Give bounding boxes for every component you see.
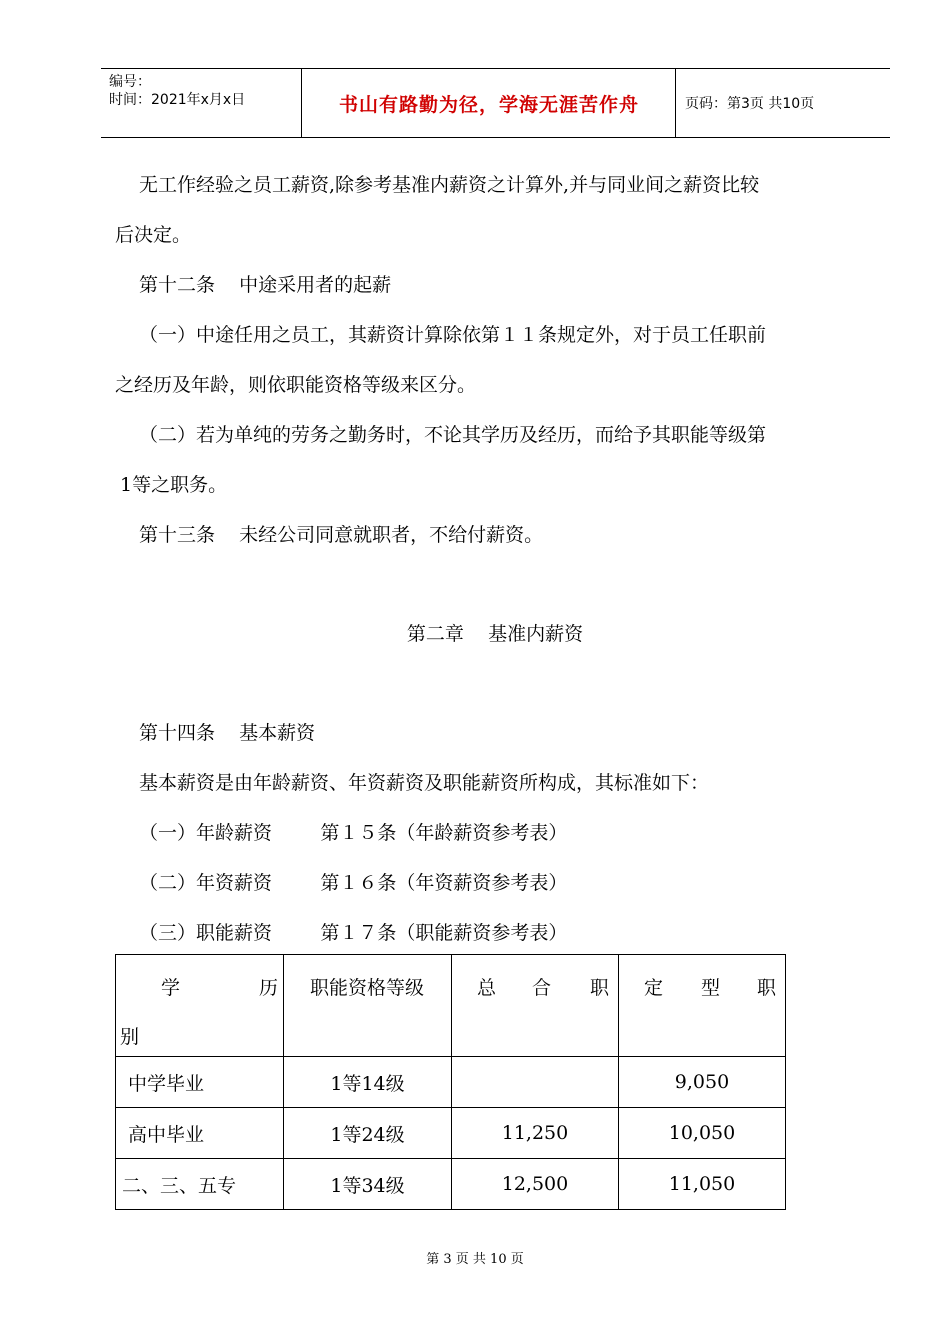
- cell-grade: 1等24级: [284, 1108, 452, 1159]
- header-divider: [675, 69, 676, 137]
- cell-education: 中学毕业: [116, 1057, 284, 1108]
- paragraph-line: 之经历及年龄，则依职能资格等级来区分。: [115, 374, 477, 396]
- header-text: 职: [590, 977, 610, 999]
- cell-comprehensive: 12,500: [452, 1159, 619, 1210]
- cell-fixed: 10,050: [619, 1108, 786, 1159]
- salary-table: [115, 954, 786, 1210]
- list-item: （一）年龄薪资 第１５条（年龄薪资参考表）: [139, 822, 568, 844]
- header-text: 学: [161, 977, 181, 999]
- header-text: 型: [701, 977, 721, 999]
- paragraph-line: 基本薪资是由年龄薪资、年资薪资及职能薪资所构成，其标准如下：: [139, 772, 710, 794]
- article-heading: 第十四条 基本薪资: [139, 722, 316, 744]
- document-number-label: 编号：: [109, 74, 151, 90]
- cell-education: 二、三、五专: [116, 1159, 284, 1210]
- list-item: （三）职能薪资 第１７条（职能薪资参考表）: [139, 922, 568, 944]
- document-time: 时间：2021年x月x日: [109, 92, 246, 108]
- cell-education: 高中毕业: [116, 1108, 284, 1159]
- cell-grade: 1等34级: [284, 1159, 452, 1210]
- header-text: 定: [644, 977, 664, 999]
- paragraph-line: 后决定。: [115, 224, 192, 246]
- cell-grade: 1等14级: [284, 1057, 452, 1108]
- table-row: [116, 1057, 786, 1108]
- cell-fixed: 9,050: [619, 1057, 786, 1108]
- header-text: 职: [757, 977, 777, 999]
- header-text: 职能资格等级: [310, 977, 425, 999]
- header-fixed: [619, 955, 786, 1057]
- article-heading: 第十三条 未经公司同意就职者，不给付薪资。: [139, 524, 544, 546]
- page-header: [101, 68, 890, 138]
- chapter-title: 第二章 基准内薪资: [406, 623, 584, 645]
- list-item: （二）年资薪资 第１６条（年资薪资参考表）: [139, 872, 568, 894]
- cell-comprehensive: [452, 1057, 619, 1108]
- cell-comprehensive: 11,250: [452, 1108, 619, 1159]
- header-education: [116, 955, 284, 1057]
- header-page-info: 页码：第3页 共10页: [685, 96, 815, 112]
- header-text: 历: [259, 977, 279, 999]
- table-row: [116, 1159, 786, 1210]
- header-text: 别: [120, 1026, 140, 1048]
- paragraph-line: （一）中途任用之员工，其薪资计算除依第１１条规定外，对于员工任职前: [139, 324, 767, 346]
- cell-fixed: 11,050: [619, 1159, 786, 1210]
- page-footer: 第 3 页 共 10 页: [426, 1252, 524, 1267]
- article-heading: 第十二条 中途采用者的起薪: [139, 274, 392, 296]
- paragraph-line: （二）若为单纯的劳务之勤务时，不论其学历及经历，而给予其职能等级第: [139, 424, 767, 446]
- header-divider: [301, 69, 302, 137]
- header-meta: [109, 73, 245, 109]
- header-text: 合: [532, 977, 552, 999]
- table-header-row: [116, 955, 786, 1057]
- paragraph-line: 无工作经验之员工薪资,除参考基准内薪资之计算外,并与同业间之薪资比较: [139, 174, 760, 196]
- header-comprehensive: [452, 955, 619, 1057]
- paragraph-line: 1等之职务。: [120, 474, 228, 496]
- header-grade: [284, 955, 452, 1057]
- table-row: [116, 1108, 786, 1159]
- header-text: 总: [477, 977, 497, 999]
- header-motto: 书山有路勤为径，学海无涯苦作舟: [338, 93, 639, 116]
